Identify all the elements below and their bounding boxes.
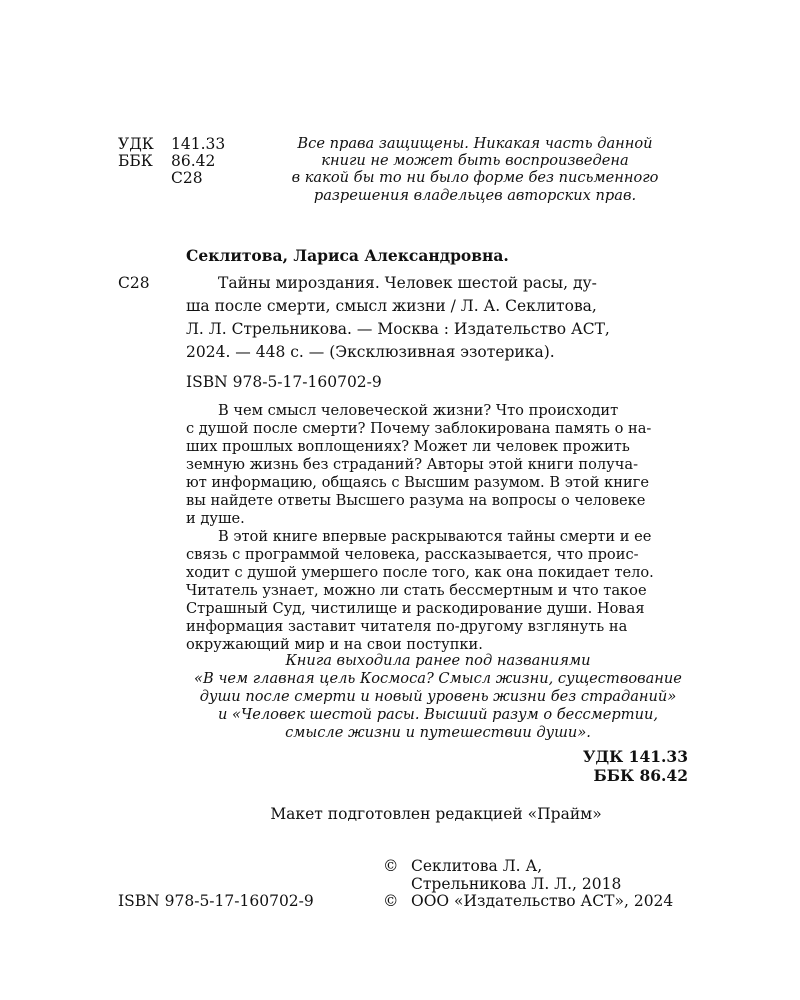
copyright-line: ООО «Издательство АСТ», 2024	[411, 892, 674, 910]
previous-titles-line: и «Человек шестой расы. Высший разум о бессмертии,	[217, 706, 659, 723]
description-line: Тайны мироздания. Человек шестой расы, ду-	[218, 274, 597, 292]
annotation-line: Страшный Суд, чистилище и раскодирование души. Новая	[186, 600, 645, 617]
annotation-line: ходит с душой умершего после того, как она покидает тело.	[186, 564, 654, 581]
annotation-line: вы найдете ответы Высшего разума на вопросы о человеке	[186, 492, 646, 509]
previous-titles-line: смысле жизни и путешествии души».	[285, 724, 591, 741]
annotation-line: окружающий мир и на свои поступки.	[186, 636, 483, 653]
copyright-line: Стрельникова Л. Л., 2018	[411, 875, 622, 893]
udk-bold: УДК 141.33	[582, 747, 688, 766]
author-mark: С28	[118, 274, 150, 292]
copyright-symbol: ©	[383, 857, 399, 875]
annotation-line: В чем смысл человеческой жизни? Что происходит	[218, 402, 619, 419]
annotation-line: и душе.	[186, 510, 245, 527]
author-mark-top: С28	[171, 169, 203, 187]
annotation-line: Читатель узнает, можно ли стать бессмертным и что такое	[186, 582, 647, 599]
udk-value: 141.33	[171, 135, 226, 153]
annotation-line: ших прошлых воплощениях? Может ли человек прожить	[186, 438, 630, 455]
previous-titles-line: «В чем главная цель Космоса? Смысл жизни, существование	[194, 670, 682, 687]
annotation-line: земную жизнь без страданий? Авторы этой книги получа-	[186, 456, 639, 473]
author-heading: Секлитова, Лариса Александровна.	[186, 246, 509, 265]
rights-line: в какой бы то ни было форме без письменного	[291, 169, 659, 186]
description-line: Л. Л. Стрельникова. — Москва : Издательство АСТ,	[186, 320, 610, 338]
previous-titles-line: души после смерти и новый уровень жизни без страданий»	[199, 688, 677, 705]
rights-line: книги не может быть воспроизведена	[321, 152, 629, 169]
annotation-line: информация заставит читателя по-другому взглянуть на	[186, 618, 628, 635]
copyright-line: Секлитова Л. А,	[411, 857, 543, 875]
rights-line: Все права защищены. Никакая часть данной	[297, 135, 653, 152]
bbk-value: 86.42	[171, 152, 216, 170]
annotation-line: В этой книге впервые раскрываются тайны смерти и ее	[218, 528, 652, 545]
annotation-line: связь с программой человека, рассказывается, что проис-	[186, 546, 639, 563]
isbn: ISBN 978-5-17-160702-9	[186, 373, 382, 391]
isbn-bottom: ISBN 978-5-17-160702-9	[118, 892, 314, 910]
bbk-label: ББК	[118, 152, 153, 170]
previous-titles-line: Книга выходила ранее под названиями	[285, 652, 591, 669]
bbk-bold: ББК 86.42	[593, 766, 688, 785]
udk-label: УДК	[118, 135, 154, 153]
description-line: ша после смерти, смысл жизни / Л. А. Секлитова,	[186, 297, 597, 315]
annotation-line: ют информацию, общаясь с Высшим разумом. В этой книге	[186, 474, 649, 491]
rights-line: разрешения владельцев авторских прав.	[313, 187, 637, 204]
description-line: 2024. — 448 с. — (Эксклюзивная эзотерика).	[186, 343, 555, 361]
annotation-line: с душой после смерти? Почему заблокирована память о на-	[186, 420, 652, 437]
layout-credit: Макет подготовлен редакцией «Прайм»	[270, 805, 602, 823]
copyright-symbol: ©	[383, 892, 399, 910]
